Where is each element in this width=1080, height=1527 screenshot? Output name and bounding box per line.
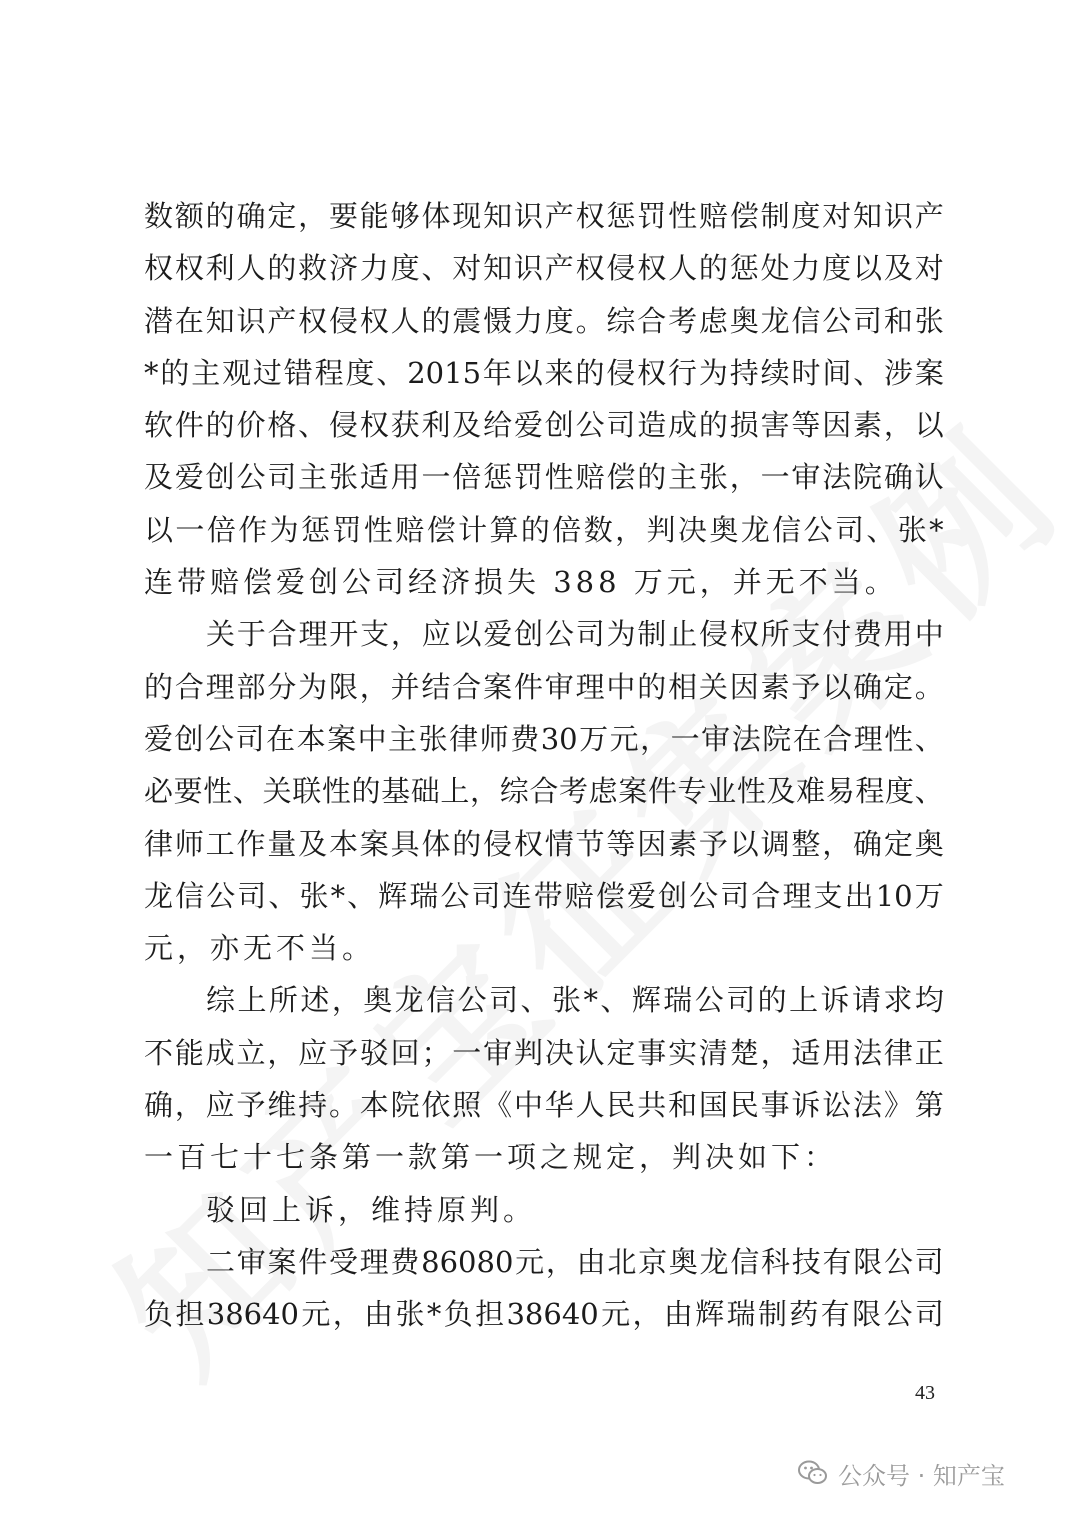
text-line: 一百七十七条第一款第一项之规定，判决如下： — [144, 1140, 838, 1175]
page-number: 43 — [915, 1382, 935, 1404]
text-line: 不 能 成 立 ， 应 予 驳 回 ； 一 审 判 决 认 定 事 实 清 楚 ， 适 用 法 律 正 — [144, 1035, 944, 1070]
text-line: 元，亦无不当。 — [144, 931, 376, 966]
text-line: 的 合 理 部 分 为 限 ， 并 结 合 案 件 审 理 中 的 相 关 因 素 予 以 确 定 。 — [144, 669, 944, 704]
text-line: 数 额 的 确 定 ， 要 能 够 体 现 知 识 产 权 惩 罚 性 赔 偿 制 度 对 知 识 产 — [144, 199, 944, 233]
text-line: 综 上 所 述 ， 奥 龙 信 公 司 、 张 * 、 辉 瑞 公 司 的 上 诉 请 求 均 — [206, 983, 944, 1018]
document-body — [144, 190, 944, 1341]
text-line: 必 要 性 、 关 联 性 的 基 础 上 ， 综 合 考 虑 案 件 专 业 性 及 难 易 程 度 、 — [144, 774, 944, 809]
text-line: 权 权 利 人 的 救 济 力 度 、 对 知 识 产 权 侵 权 人 的 惩 处 力 度 以 及 对 — [144, 251, 944, 286]
text-line: 律 师 工 作 量 及 本 案 具 体 的 侵 权 情 节 等 因 素 予 以 调 整 ， 确 定 奥 — [144, 826, 944, 861]
text-line: 负 担 38640 元 ， 由 张 * 负 担 38640 元 ， 由 辉 瑞 制 药 有 限 公 司 — [144, 1297, 944, 1332]
text-line: 确 ， 应 予 维 持 。 本 院 依 照 《 中 华 人 民 共 和 国 民 事 诉 讼 法 》 第 — [144, 1088, 944, 1123]
text-line: 驳回上诉，维持原判。 — [206, 1192, 537, 1227]
footer-brand[interactable] — [798, 1453, 1005, 1493]
text-line: 关 于 合 理 开 支 ， 应 以 爱 创 公 司 为 制 止 侵 权 所 支 付 费 用 中 — [206, 617, 944, 652]
text-line: 及 爱 创 公 司 主 张 适 用 一 倍 惩 罚 性 赔 偿 的 主 张 ， 一 审 法 院 确 认 — [144, 460, 944, 495]
text-line: 龙 信 公 司 、 张 * 、 辉 瑞 公 司 连 带 赔 偿 爱 创 公 司 合 理 支 出 10 万 — [144, 878, 944, 913]
text-line: 以 一 倍 作 为 惩 罚 性 赔 偿 计 算 的 倍 数 ， 判 决 奥 龙 信 公 司 、 张 * — [144, 512, 944, 547]
text-line: 软 件 的 价 格 、 侵 权 获 利 及 给 爱 创 公 司 造 成 的 损 害 等 因 素 ， 以 — [144, 408, 944, 443]
text-line: 爱 创 公 司 在 本 案 中 主 张 律 师 费 30 万 元 ， 一 审 法 院 在 合 理 性 、 — [144, 721, 944, 756]
footer-label: 公众号 · 知产宝 — [838, 1461, 1005, 1490]
text-line: * 的 主 观 过 错 程 度 、 2015 年 以 来 的 侵 权 行 为 持 续 时 间 、 涉 案 — [144, 355, 944, 390]
wechat-icon — [798, 1460, 828, 1486]
text-line: 潜 在 知 识 产 权 侵 权 人 的 震 慑 力 度 。 综 合 考 虑 奥 龙 信 公 司 和 张 — [144, 303, 944, 338]
text-line: 二 审 案 件 受 理 费 86080 元 ， 由 北 京 奥 龙 信 科 技 有 限 公 司 — [206, 1244, 944, 1279]
text-line: 连带赔偿爱创公司经济损失 388 万元，并无不当。 — [144, 565, 898, 600]
